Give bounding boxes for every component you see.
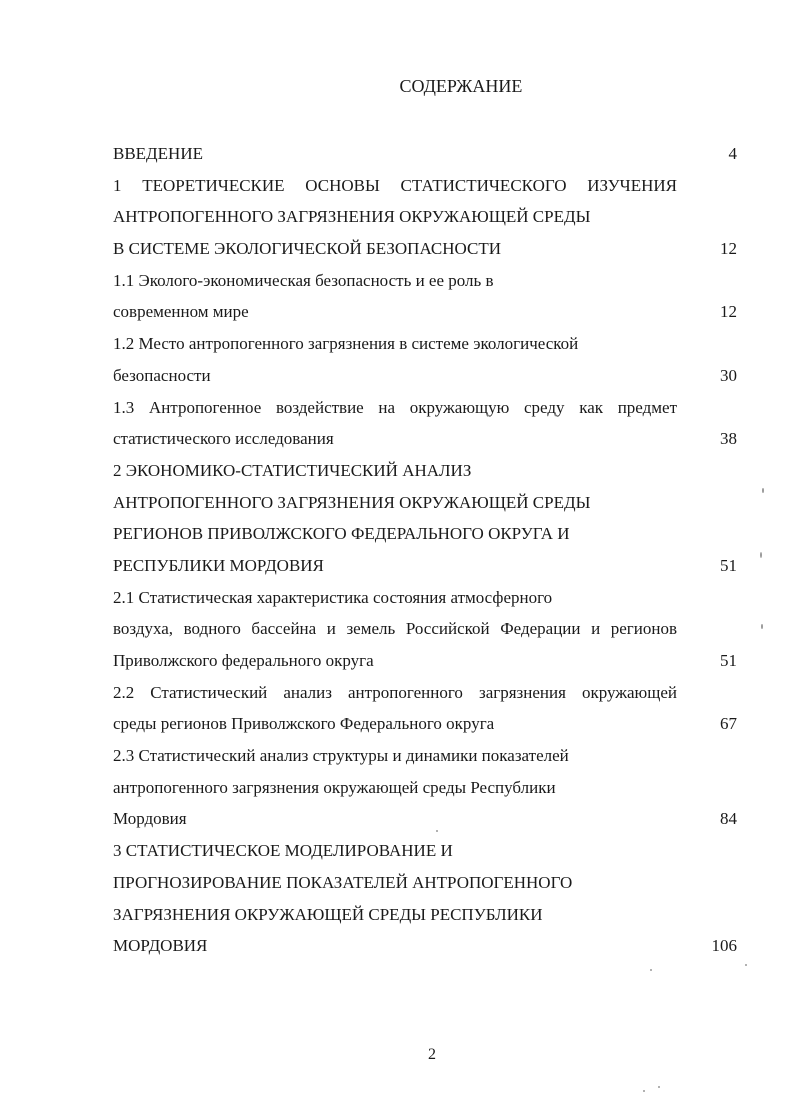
toc-entry-page: 51 bbox=[720, 651, 737, 670]
toc-entry-text: РЕСПУБЛИКИ МОРДОВИЯ bbox=[113, 555, 324, 575]
toc-entry-text: 2.3 Статистический анализ структуры и динамики показателей bbox=[113, 746, 569, 766]
toc-entry-text: ПРОГНОЗИРОВАНИЕ ПОКАЗАТЕЛЕЙ АНТРОПОГЕННОГО bbox=[113, 872, 573, 892]
toc-entry-text: В СИСТЕМЕ ЭКОЛОГИЧЕСКОЙ БЕЗОПАСНОСТИ bbox=[113, 239, 501, 259]
toc-entry bbox=[113, 582, 737, 677]
toc-entry-text: ЗАГРЯЗНЕНИЯ ОКРУЖАЮЩЕЙ СРЕДЫ РЕСПУБЛИКИ bbox=[113, 904, 543, 924]
scan-speck bbox=[643, 1090, 645, 1092]
toc-entry-page: 38 bbox=[720, 429, 737, 449]
toc-entry-text: 1 ТЕОРЕТИЧЕСКИЕ ОСНОВЫ СТАТИСТИЧЕСКОГО ИЗУЧЕНИЯ bbox=[113, 175, 677, 195]
table-of-contents bbox=[113, 138, 737, 962]
toc-entry bbox=[113, 455, 737, 582]
toc-entry-text: 2.2 Статистический анализ антропогенного загрязнения окружающей bbox=[113, 682, 677, 702]
toc-entry-page: 51 bbox=[720, 555, 737, 575]
toc-entry bbox=[113, 677, 737, 740]
page-title: СОДЕРЖАНИЕ bbox=[399, 76, 523, 96]
toc-entry-text: 1.1 Эколого-экономическая безопасность и ее роль в bbox=[113, 270, 494, 290]
scan-speck bbox=[436, 830, 438, 832]
page-number: 2 bbox=[428, 1046, 436, 1063]
toc-entry bbox=[113, 138, 737, 170]
toc-entry-text: ВВЕДЕНИЕ bbox=[113, 144, 203, 163]
scan-speck bbox=[650, 969, 652, 971]
toc-entry-text: Приволжского федерального округа bbox=[113, 651, 374, 670]
scan-speck bbox=[762, 488, 764, 493]
scan-speck bbox=[760, 552, 762, 558]
toc-entry-page: 12 bbox=[720, 239, 737, 259]
toc-entry-text: АНТРОПОГЕННОГО ЗАГРЯЗНЕНИЯ ОКРУЖАЮЩЕЙ СРЕДЫ bbox=[113, 207, 591, 227]
toc-entry bbox=[113, 835, 737, 962]
toc-entry-page: 67 bbox=[720, 714, 737, 734]
toc-entry-text: АНТРОПОГЕННОГО ЗАГРЯЗНЕНИЯ ОКРУЖАЮЩЕЙ СРЕДЫ bbox=[113, 492, 591, 512]
toc-entry-text: безопасности bbox=[113, 365, 211, 385]
toc-entry bbox=[113, 740, 737, 835]
toc-entry-text: воздуха, водного бассейна и земель Российской Федерации и регионов bbox=[113, 619, 677, 639]
toc-entry-text: среды регионов Приволжского Федерального округа bbox=[113, 714, 495, 734]
toc-entry-text: РЕГИОНОВ ПРИВОЛЖСКОГО ФЕДЕРАЛЬНОГО ОКРУГА И bbox=[113, 524, 570, 544]
toc-entry-text: 2 ЭКОНОМИКО-СТАТИСТИЧЕСКИЙ АНАЛИЗ bbox=[113, 460, 472, 480]
toc-entry-text: МОРДОВИЯ bbox=[113, 936, 208, 956]
scan-speck bbox=[745, 964, 747, 966]
toc-entry-text: 2.1 Статистическая характеристика состояния атмосферного bbox=[113, 587, 553, 607]
toc-entry-page: 12 bbox=[720, 302, 737, 322]
toc-entry-page: 84 bbox=[720, 809, 737, 829]
toc-entry bbox=[113, 328, 737, 391]
toc-entry-text: антропогенного загрязнения окружающей среды Республики bbox=[113, 777, 556, 797]
toc-entry-text: 3 СТАТИСТИЧЕСКОЕ МОДЕЛИРОВАНИЕ И bbox=[113, 841, 453, 861]
toc-entry bbox=[113, 392, 737, 455]
toc-entry-text: Мордовия bbox=[113, 809, 187, 829]
toc-entry-page: 4 bbox=[728, 144, 737, 163]
toc-entry-text: современном мире bbox=[113, 302, 249, 322]
toc-entry bbox=[113, 170, 737, 265]
toc-entry-page: 30 bbox=[720, 365, 737, 385]
toc-entry bbox=[113, 265, 737, 328]
toc-entry-page: 106 bbox=[711, 936, 737, 956]
scan-speck bbox=[658, 1086, 660, 1088]
toc-entry-text: 1.3 Антропогенное воздействие на окружающую среду как предмет bbox=[113, 397, 677, 417]
toc-entry-text: статистического исследования bbox=[113, 429, 334, 449]
toc-entry-text: 1.2 Место антропогенного загрязнения в системе экологической bbox=[113, 334, 579, 354]
scan-speck bbox=[761, 624, 763, 629]
